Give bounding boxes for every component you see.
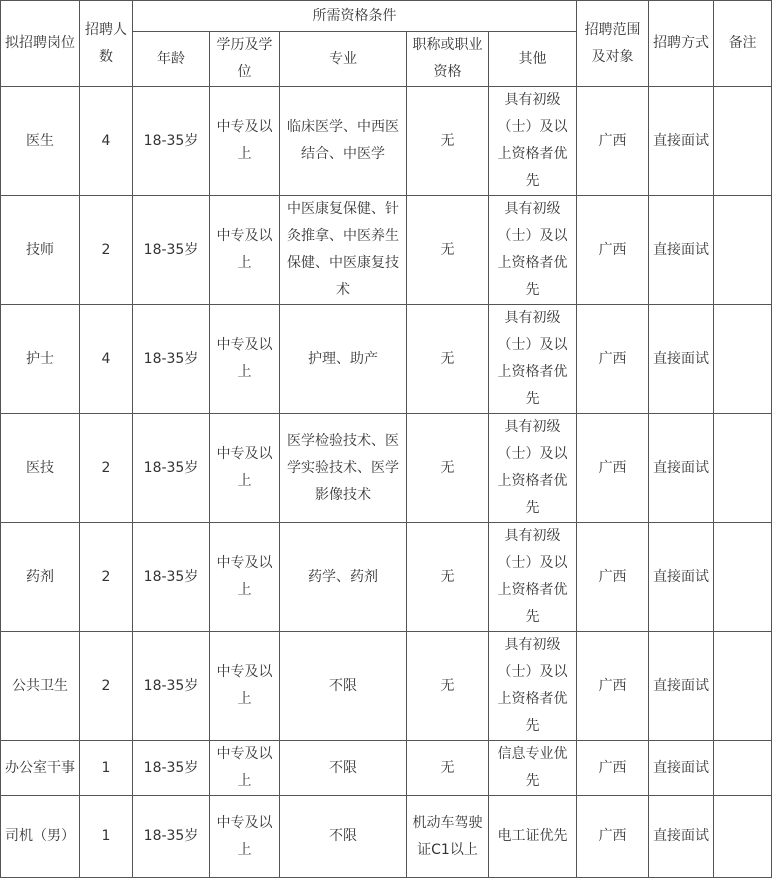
table-row [1,741,772,796]
cell-remarks [714,796,772,878]
table-row [1,305,772,414]
cell-method: 直接面试 [649,87,714,196]
cell-major: 不限 [280,632,407,741]
cell-title: 无 [407,523,489,632]
table-row [1,414,772,523]
cell-count: 1 [80,796,133,878]
cell-scope: 广西 [577,196,649,305]
cell-method: 直接面试 [649,632,714,741]
cell-scope: 广西 [577,741,649,796]
cell-age: 18-35岁 [133,796,210,878]
cell-count: 2 [80,523,133,632]
cell-position: 公共卫生 [1,632,80,741]
header-qualifications: 所需资格条件 [133,1,577,32]
cell-age: 18-35岁 [133,414,210,523]
cell-scope: 广西 [577,632,649,741]
cell-position: 办公室干事 [1,741,80,796]
table-row [1,796,772,878]
cell-count: 4 [80,87,133,196]
cell-title: 无 [407,632,489,741]
cell-count: 1 [80,741,133,796]
cell-position: 药剂 [1,523,80,632]
cell-title: 无 [407,414,489,523]
header-other: 其他 [489,32,577,87]
cell-education: 中专及以上 [210,632,280,741]
header-age: 年龄 [133,32,210,87]
cell-method: 直接面试 [649,741,714,796]
cell-title: 无 [407,741,489,796]
cell-title: 无 [407,305,489,414]
cell-method: 直接面试 [649,523,714,632]
cell-title: 机动车驾驶证C1以上 [407,796,489,878]
cell-remarks [714,196,772,305]
cell-education: 中专及以上 [210,87,280,196]
cell-major: 医学检验技术、医学实验技术、医学影像技术 [280,414,407,523]
cell-method: 直接面试 [649,305,714,414]
cell-age: 18-35岁 [133,87,210,196]
cell-major: 不限 [280,741,407,796]
cell-major: 中医康复保健、针灸推拿、中医养生保健、中医康复技术 [280,196,407,305]
table-row [1,523,772,632]
header-education: 学历及学位 [210,32,280,87]
header-count: 招聘人数 [80,1,133,87]
cell-major: 药学、药剂 [280,523,407,632]
cell-position: 医生 [1,87,80,196]
table-row [1,87,772,196]
cell-other: 具有初级（士）及以上资格者优先 [489,196,577,305]
cell-other: 具有初级（士）及以上资格者优先 [489,414,577,523]
cell-education: 中专及以上 [210,741,280,796]
cell-remarks [714,87,772,196]
cell-title: 无 [407,196,489,305]
cell-scope: 广西 [577,87,649,196]
header-position: 拟招聘岗位 [1,1,80,87]
cell-education: 中专及以上 [210,796,280,878]
cell-other: 具有初级（士）及以上资格者优先 [489,305,577,414]
header-major: 专业 [280,32,407,87]
cell-scope: 广西 [577,796,649,878]
cell-position: 司机（男） [1,796,80,878]
cell-position: 医技 [1,414,80,523]
cell-position: 技师 [1,196,80,305]
header-row-1 [1,1,772,32]
cell-method: 直接面试 [649,796,714,878]
cell-major: 临床医学、中西医结合、中医学 [280,87,407,196]
cell-other: 具有初级（士）及以上资格者优先 [489,87,577,196]
cell-method: 直接面试 [649,196,714,305]
cell-count: 4 [80,305,133,414]
cell-major: 护理、助产 [280,305,407,414]
cell-count: 2 [80,414,133,523]
cell-remarks [714,523,772,632]
cell-count: 2 [80,196,133,305]
cell-remarks [714,632,772,741]
cell-age: 18-35岁 [133,632,210,741]
cell-other: 具有初级（士）及以上资格者优先 [489,523,577,632]
header-title-qualification: 职称或职业资格 [407,32,489,87]
cell-age: 18-35岁 [133,523,210,632]
cell-education: 中专及以上 [210,196,280,305]
cell-other: 电工证优先 [489,796,577,878]
cell-scope: 广西 [577,414,649,523]
cell-education: 中专及以上 [210,523,280,632]
cell-scope: 广西 [577,523,649,632]
header-remarks: 备注 [714,1,772,87]
table-row [1,196,772,305]
cell-count: 2 [80,632,133,741]
cell-education: 中专及以上 [210,414,280,523]
cell-position: 护士 [1,305,80,414]
table-row [1,632,772,741]
cell-remarks [714,305,772,414]
cell-scope: 广西 [577,305,649,414]
header-scope: 招聘范围及对象 [577,1,649,87]
cell-title: 无 [407,87,489,196]
cell-remarks [714,741,772,796]
cell-age: 18-35岁 [133,305,210,414]
cell-age: 18-35岁 [133,741,210,796]
header-method: 招聘方式 [649,1,714,87]
cell-method: 直接面试 [649,414,714,523]
cell-remarks [714,414,772,523]
cell-other: 信息专业优先 [489,741,577,796]
cell-education: 中专及以上 [210,305,280,414]
cell-other: 具有初级（士）及以上资格者优先 [489,632,577,741]
cell-major: 不限 [280,796,407,878]
cell-age: 18-35岁 [133,196,210,305]
